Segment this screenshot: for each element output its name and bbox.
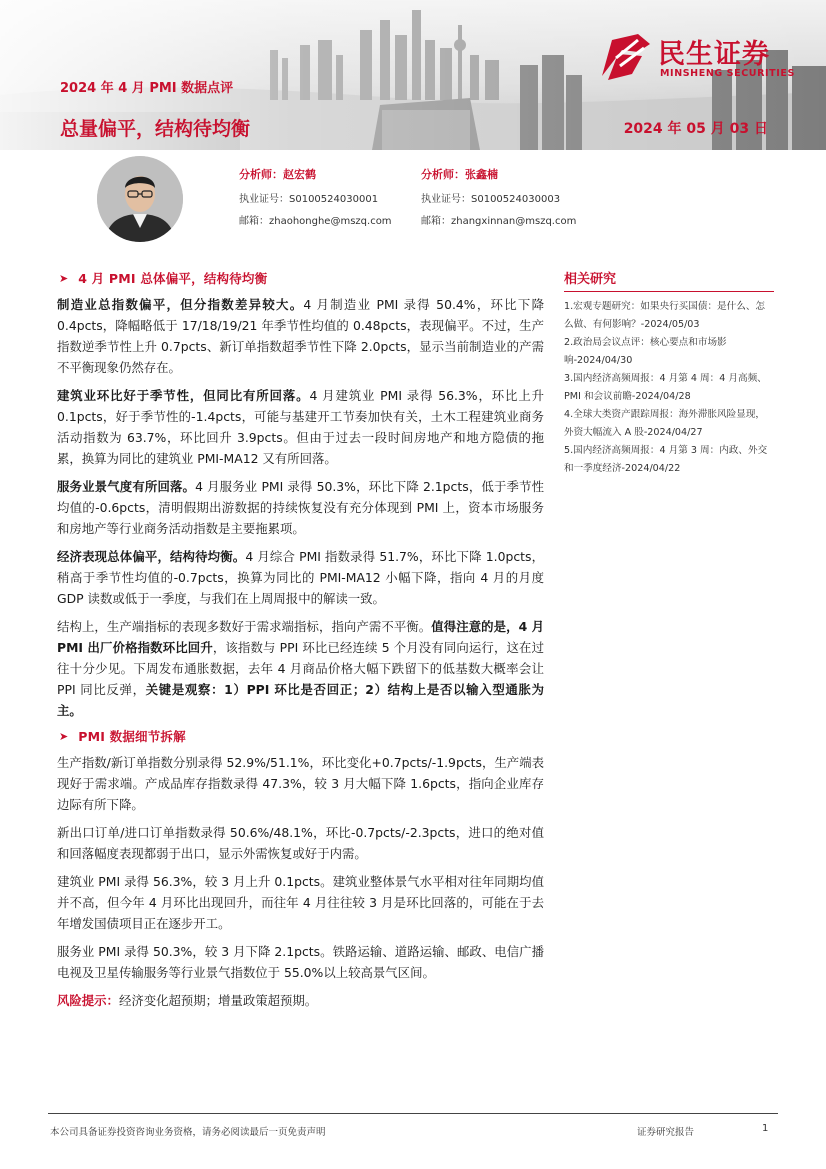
- analyst-photo: [97, 156, 183, 242]
- analyst-name: 分析师：赵宏鹤: [239, 168, 316, 181]
- analyst-cert: 执业证号：S0100524030001: [239, 194, 379, 205]
- analyst-email: 邮箱：zhaohonghe@mszq.com: [239, 216, 392, 227]
- company-logo: [598, 30, 808, 86]
- header-banner: [0, 0, 826, 150]
- report-date: 2024 年 05 月 03 日: [623, 121, 768, 137]
- related-research-link[interactable]: 2.政治局会议点评：核心要点和市场影响-2024/04/30: [564, 337, 727, 366]
- related-research-link[interactable]: 3.国内经济高频周报：4 月第 4 周：4 月高频、PMI 和会议前瞻-2024/04/28: [564, 373, 767, 402]
- related-research: [564, 268, 774, 478]
- arrow-right-icon: ➤: [59, 271, 69, 285]
- paragraph: 新出口订单/进口订单指数录得 50.6%/48.1%，环比-0.7pcts/-2.3pcts，进口的绝对值和回落幅度表现都弱于出口，显示外需恢复或好于内需。: [57, 825, 544, 861]
- arrow-right-icon: ➤: [59, 729, 69, 743]
- footer-disclaimer: 本公司具备证券投资咨询业务资格，请务必阅读最后一页免责声明: [50, 1127, 326, 1138]
- analyst-cert: 执业证号：S0100524030003: [421, 194, 561, 205]
- related-research-link[interactable]: 4.全球大类资产跟踪周报：海外滞胀风险显现，外资大幅流入 A 股-2024/04/27: [564, 409, 766, 438]
- report-title: 总量偏平，结构待均衡: [60, 118, 251, 140]
- related-research-title: 相关研究: [564, 272, 617, 287]
- footer-doc-type: 证券研究报告: [637, 1127, 695, 1138]
- related-research-link[interactable]: 1.宏观专题研究：如果央行买国债：是什么、怎么做、有何影响？-2024/05/03: [564, 301, 766, 330]
- risk-warning: 风险提示：经济变化超预期；增量政策超预期。: [57, 993, 318, 1008]
- related-research-link[interactable]: 5.国内经济高频周报：4 月第 3 周：内政、外交和一季度经济-2024/04/22: [564, 445, 768, 474]
- main-content: [57, 268, 544, 1018]
- analyst-card-2: [421, 166, 576, 234]
- report-type: 2024 年 4 月 PMI 数据点评: [60, 81, 234, 96]
- paragraph: 制造业总指数偏平，但分指数差异较大。4 月制造业 PMI 录得 50.4%，环比下降 0.4pcts，降幅略低于 17/18/19/21 年季节性均值的 0.48pcts，表现偏平。不过，生产指数逆季节性上升 0.7pcts、新订单指数超季节性下降 2.0pcts，显示当前制造业的产需不平衡现象仍然存在。: [57, 297, 544, 375]
- paragraph: 建筑业 PMI 录得 56.3%，较 3 月上升 0.1pcts。建筑业整体景气水平相对往年同期均值并不高，但今年 4 月环比出现回升，而往年 4 月往往较 3 月是环比回落的，可能在于去年增发国债项目正在逐步开工。: [57, 874, 544, 931]
- logo-text-en: MINSHENG SECURITIES: [660, 68, 795, 79]
- analyst-card-1: [239, 166, 392, 234]
- analyst-avatar: [97, 156, 183, 242]
- analyst-email: 邮箱：zhangxinnan@mszq.com: [421, 216, 577, 227]
- paragraph: 服务业 PMI 录得 50.3%，较 3 月下降 2.1pcts。铁路运输、道路运输、邮政、电信广播电视及卫星传输服务等行业景气指数位于 55.0%以上较高景气区间。: [57, 944, 544, 980]
- paragraph: 结构上，生产端指标的表现多数好于需求端指标，指向产需不平衡。值得注意的是，4 月 PMI 出厂价格指数环比回升，该指数与 PPI 环比已经连续 5 个月没有同向运行，这在过往十分少见。下周发布通胀数据，去年 4 月商品价格大幅下跌留下的低基数大概率会让 PPI 同比反弹，关键是观察：1）PPI 环比是否回正；2）结构上是否以输入型通胀为主。: [57, 619, 545, 718]
- paragraph: 生产指数/新订单指数分别录得 52.9%/51.1%，环比变化+0.7pcts/-1.9pcts，生产端表现好于需求端。产成品库存指数录得 47.3%，较 3 月大幅下降 1.6pcts，指向企业库存边际有所下降。: [57, 755, 544, 812]
- divider: [564, 291, 774, 292]
- paragraph: 建筑业环比好于季节性，但同比有所回落。4 月建筑业 PMI 录得 56.3%，环比上升 0.1pcts，好于季节性的-1.4pcts，可能与基建开工节奏加快有关，土木工程建筑业商务活动指数为 63.7%，环比回升 3.9pcts。但由于过去一段时间房地产和地方隐债的拖累，换算为同比的建筑业 PMI-MA12 又有所回落。: [57, 388, 545, 466]
- section-heading: ➤ 4 月 PMI 总体偏平，结构待均衡: [59, 271, 268, 286]
- section-heading: ➤ PMI 数据细节拆解: [59, 729, 186, 744]
- page-number: 1: [762, 1123, 769, 1134]
- analyst-name: 分析师：张鑫楠: [421, 168, 498, 181]
- footer-divider: [48, 1113, 778, 1114]
- paragraph: 服务业景气度有所回落。4 月服务业 PMI 录得 50.3%，环比下降 2.1pcts，低于季节性均值的-0.6pcts，清明假期出游数据的持续恢复没有充分体现到 PMI 上，资本市场服务和房地产等行业商务活动指数是主要拖累项。: [57, 479, 545, 536]
- minsheng-logo-icon: [598, 30, 654, 84]
- paragraph: 经济表现总体偏平，结构待均衡。4 月综合 PMI 指数录得 51.7%，环比下降 1.0pcts，稍高于季节性均值的-0.7pcts，换算为同比的 PMI-MA12 小幅下降，指向 4 月的月度 GDP 读数或低于一季度，与我们在上周周报中的解读一致。: [57, 549, 545, 606]
- logo-text-cn: 民生证券: [658, 39, 770, 70]
